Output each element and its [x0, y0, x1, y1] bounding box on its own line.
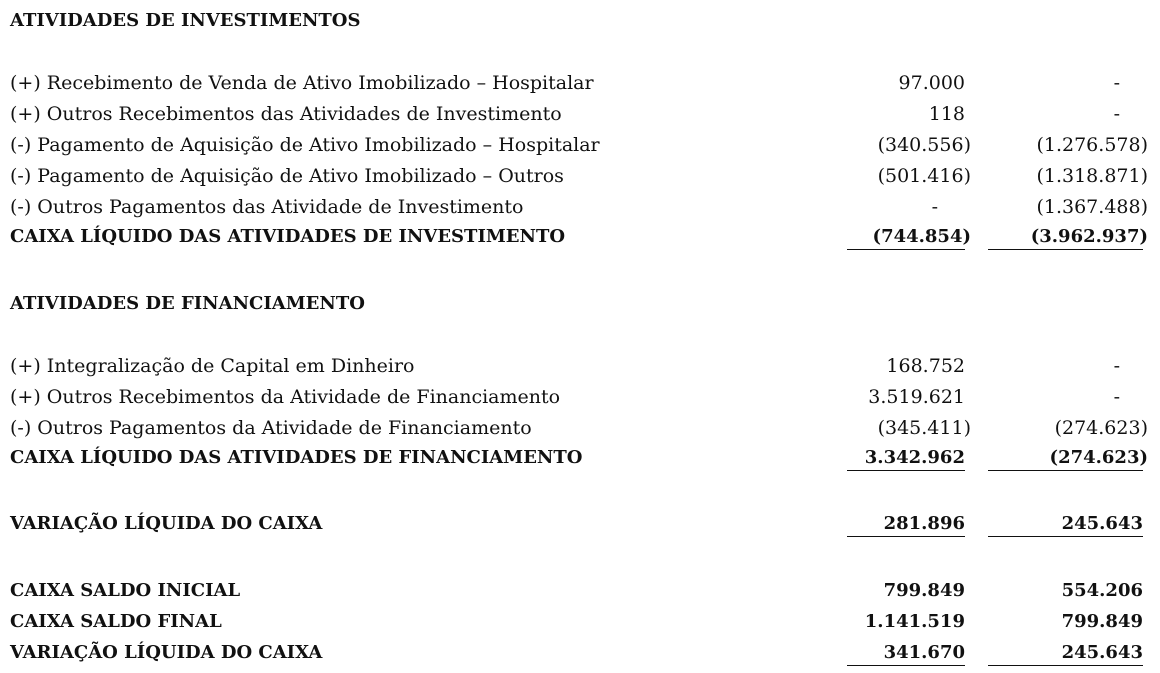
line-item [0, 71, 1160, 95]
value-prior: - [1113, 72, 1120, 94]
underline [988, 249, 1143, 250]
underline [847, 665, 965, 666]
underline [988, 470, 1143, 471]
total-value-prior: 245.643 [1061, 513, 1143, 534]
underline [988, 665, 1143, 666]
line-item-label: (+) Integralização de Capital em Dinheiro [10, 355, 415, 377]
total-value-current: 799.849 [883, 580, 965, 601]
value-prior: - [1113, 386, 1120, 408]
value-current: 3.519.621 [868, 386, 965, 408]
section-heading-investimentos [0, 9, 1160, 33]
line-item-label: (+) Outros Recebimentos da Atividade de Financiamento [10, 386, 561, 408]
total-row-financiamento [0, 446, 1160, 470]
line-item-label: (-) Pagamento de Aquisição de Ativo Imobilizado – Hospitalar [10, 134, 600, 156]
line-item [0, 164, 1160, 188]
total-value-prior: (3.962.937) [1030, 226, 1148, 247]
line-item-label: (-) Outros Pagamentos das Atividade de Investimento [10, 196, 524, 218]
total-row-variacao [0, 512, 1160, 536]
line-item-label: (+) Recebimento de Venda de Ativo Imobilizado – Hospitalar [10, 72, 594, 94]
value-current: - [931, 196, 938, 218]
line-item [0, 354, 1160, 378]
underline [988, 536, 1143, 537]
total-row-saldo-final [0, 610, 1160, 634]
line-item-label: (+) Outros Recebimentos das Atividades de Investimento [10, 103, 562, 125]
value-prior: (274.623) [1054, 417, 1148, 439]
total-label: CAIXA LÍQUIDO DAS ATIVIDADES DE INVESTIMENTO [10, 226, 566, 247]
line-item [0, 195, 1160, 219]
total-value-current: 281.896 [883, 513, 965, 534]
underline [847, 536, 965, 537]
total-label: CAIXA SALDO INICIAL [10, 580, 241, 601]
total-label: VARIAÇÃO LÍQUIDA DO CAIXA [10, 642, 323, 663]
heading-label: ATIVIDADES DE FINANCIAMENTO [10, 293, 365, 314]
total-row-variacao-final [0, 641, 1160, 665]
underline [847, 470, 965, 471]
line-item-label: (-) Pagamento de Aquisição de Ativo Imobilizado – Outros [10, 165, 564, 187]
heading-label: ATIVIDADES DE INVESTIMENTOS [10, 10, 361, 31]
value-prior: - [1113, 103, 1120, 125]
line-item [0, 385, 1160, 409]
total-value-prior: 554.206 [1061, 580, 1143, 601]
total-label: CAIXA SALDO FINAL [10, 611, 222, 632]
underline [847, 249, 965, 250]
total-value-current: 3.342.962 [864, 447, 965, 468]
total-value-prior: 245.643 [1061, 642, 1143, 663]
value-current: 97.000 [898, 72, 965, 94]
section-heading-financiamento [0, 292, 1160, 316]
line-item [0, 102, 1160, 126]
total-row-investimentos [0, 225, 1160, 249]
value-prior: (1.318.871) [1036, 165, 1148, 187]
total-label: VARIAÇÃO LÍQUIDA DO CAIXA [10, 513, 323, 534]
total-value-prior: 799.849 [1061, 611, 1143, 632]
value-prior: (1.276.578) [1036, 134, 1148, 156]
value-current: (345.411) [877, 417, 971, 439]
value-current: (340.556) [877, 134, 971, 156]
total-value-prior: (274.623) [1049, 447, 1148, 468]
line-item [0, 133, 1160, 157]
value-prior: (1.367.488) [1036, 196, 1148, 218]
value-prior: - [1113, 355, 1120, 377]
total-value-current: 1.141.519 [864, 611, 965, 632]
value-current: 168.752 [886, 355, 965, 377]
line-item-label: (-) Outros Pagamentos da Atividade de Financiamento [10, 417, 532, 439]
total-row-saldo-inicial [0, 579, 1160, 603]
total-value-current: (744.854) [872, 226, 971, 247]
value-current: 118 [928, 103, 965, 125]
value-current: (501.416) [877, 165, 971, 187]
total-label: CAIXA LÍQUIDO DAS ATIVIDADES DE FINANCIAMENTO [10, 447, 583, 468]
line-item [0, 416, 1160, 440]
total-value-current: 341.670 [883, 642, 965, 663]
